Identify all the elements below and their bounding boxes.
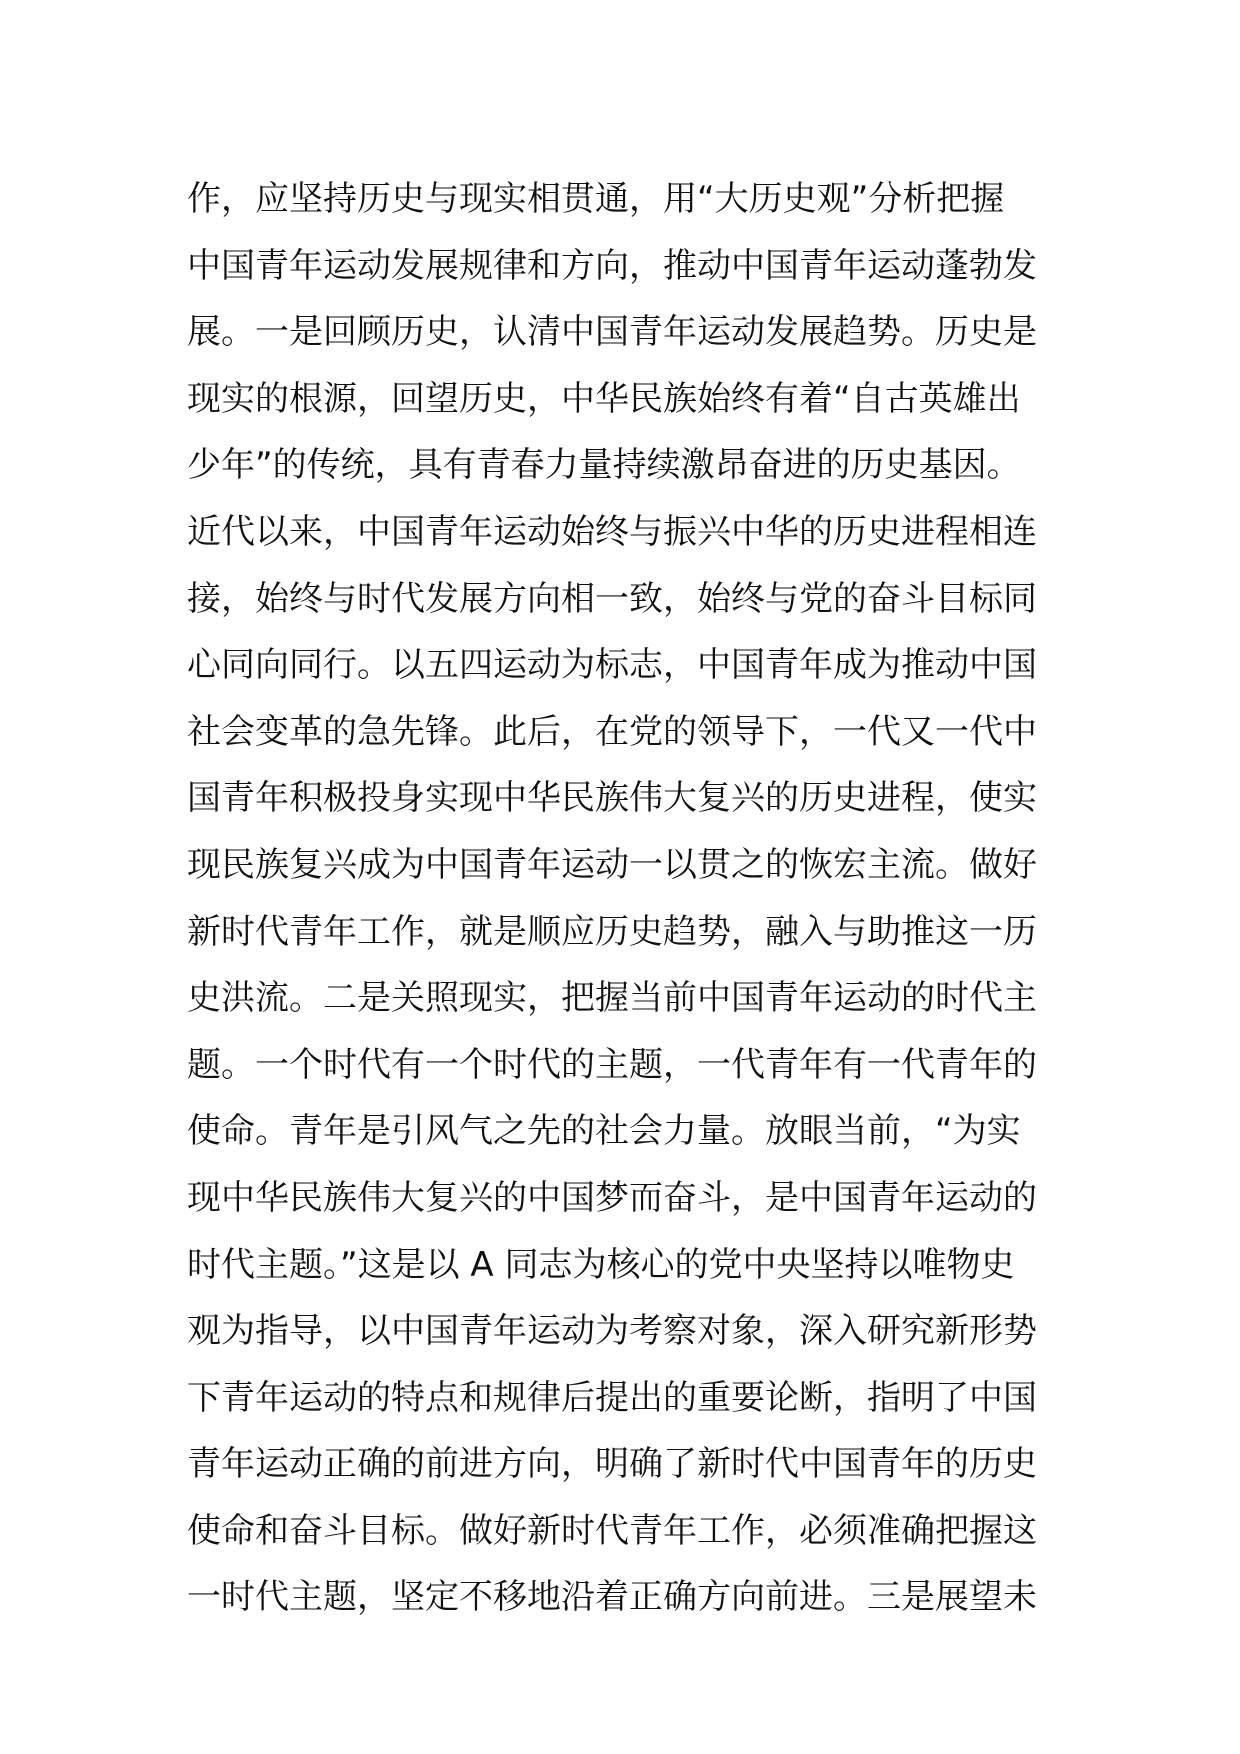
text-line: 青年运动正确的前进方向，明确了新时代中国青年的历史 xyxy=(187,1444,1037,1485)
text-line: 少年”的传统，具有青春力量持续激昂奋进的历史基因。 xyxy=(187,445,1021,486)
text-line: 使命和奋斗目标。做好新时代青年工作，必须准确把握这 xyxy=(187,1510,1037,1551)
text-line: 心同向同行。以五四运动为标志，中国青年成为推动中国 xyxy=(187,645,1037,686)
text-line: 现民族复兴成为中国青年运动一以贯之的恢宏主流。做好 xyxy=(187,844,1037,885)
text-line: 史洪流。二是关照现实，把握当前中国青年运动的时代主 xyxy=(187,978,1037,1019)
text-line: 使命。青年是引风气之先的社会力量。放眼当前，“为实 xyxy=(187,1111,1021,1152)
text-line: 接，始终与时代发展方向相一致，始终与党的奋斗目标同 xyxy=(187,578,1037,619)
text-line: 新时代青年工作，就是顺应历史趋势，融入与助推这一历 xyxy=(187,911,1037,952)
text-line: 中国青年运动发展规律和方向，推动中国青年运动蓬勃发 xyxy=(187,245,1037,286)
text-line: 时代主题。”这是以 A 同志为核心的党中央坚持以唯物史 xyxy=(187,1244,1015,1285)
text-line: 下青年运动的特点和规律后提出的重要论断，指明了中国 xyxy=(187,1377,1037,1418)
text-line: 现中华民族伟大复兴的中国梦而奋斗，是中国青年运动的 xyxy=(187,1177,1037,1218)
text-line: 社会变革的急先锋。此后，在党的领导下，一代又一代中 xyxy=(187,711,1037,752)
text-line: 展。一是回顾历史，认清中国青年运动发展趋势。历史是 xyxy=(187,312,1037,353)
text-line: 近代以来，中国青年运动始终与振兴中华的历史进程相连 xyxy=(187,511,1037,552)
text-line: 作，应坚持历史与现实相贯通，用“大历史观”分析把握 xyxy=(187,179,1005,219)
text-line: 现实的根源，回望历史，中华民族始终有着“自古英雄出 xyxy=(187,378,1021,419)
text-line: 题。一个时代有一个时代的主题，一代青年有一代青年的 xyxy=(187,1044,1037,1085)
text-line: 观为指导，以中国青年运动为考察对象，深入研究新形势 xyxy=(187,1311,1037,1352)
body-text xyxy=(187,166,1067,1631)
text-line: 一时代主题，坚定不移地沿着正确方向前进。三是展望未 xyxy=(187,1577,1037,1618)
text-line: 国青年积极投身实现中华民族伟大复兴的历史进程，使实 xyxy=(187,778,1037,819)
